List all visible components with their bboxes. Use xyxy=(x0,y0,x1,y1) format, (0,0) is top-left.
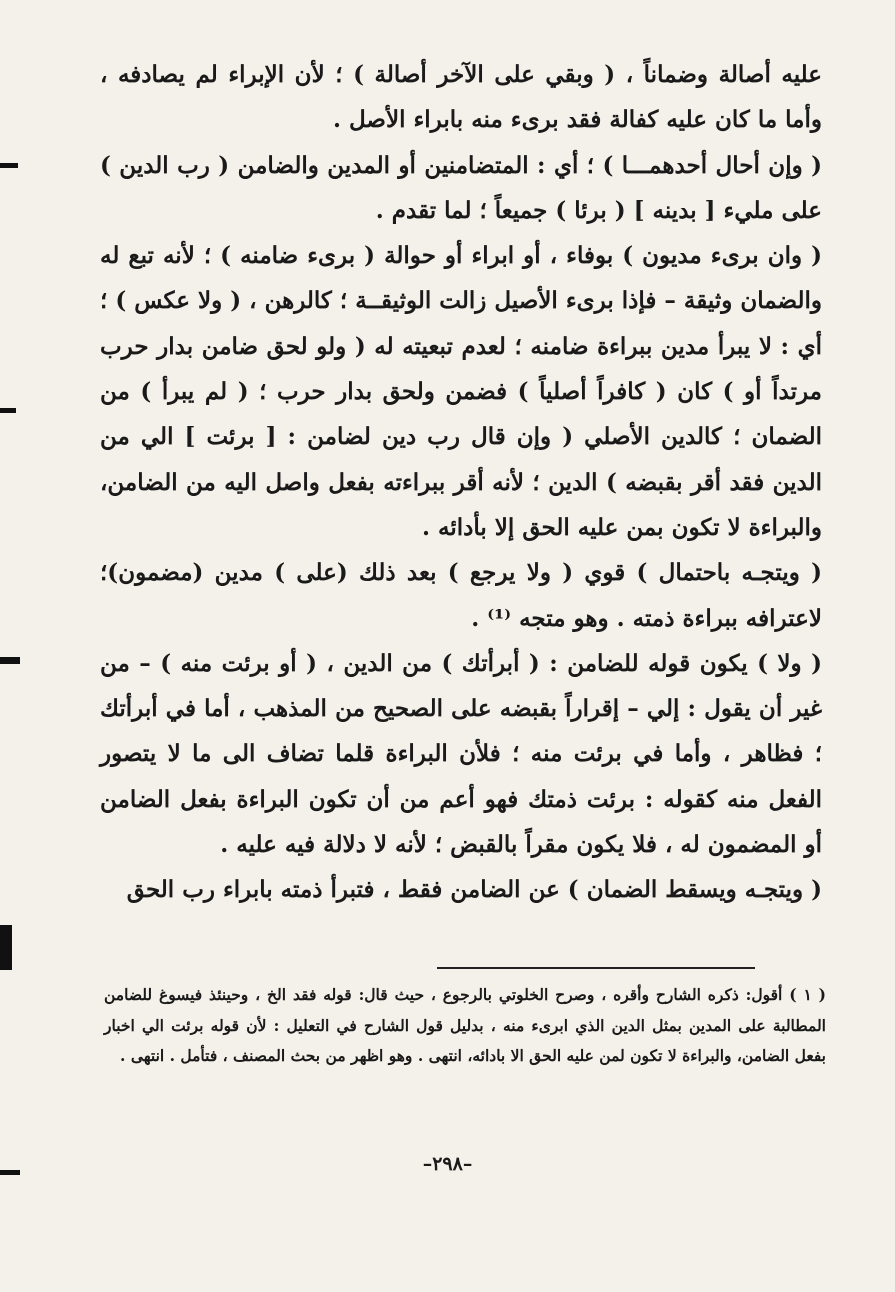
footnote-paragraph: ( ١ ) أقول: ذكره الشارح وأقره ، وصرح الخلوتي بالرجوع ، حيث قال: قوله فقد الخ ، وحينئذ فيسوغ للضامن المطالبة على المدين بمثل الدين الذي ابرىء منه ، بدليل قول الشارح في التعليل : لأن قوله برئت الي اخبار بفعل الضامن، والبراءة لا تكون لمن عليه الحق الا بادائه، انتهى . وهو اظهر من بحث المصنف ، فتأمل . انتهى . xyxy=(104,985,826,1065)
body-paragraph: ( ويتجـه باحتمال ) قوي ( ولا يرجع ) بعد ذلك (على ) مدين (مضمون)؛ لاعترافه ببراءة ذمته . وهو متجه ⁽¹⁾ . xyxy=(100,559,822,632)
footnote-separator xyxy=(437,967,755,969)
page-number: –٢٩٨– xyxy=(422,1153,473,1175)
body-paragraph: ( وإن أحال أحدهمـــا ) ؛ أي : المتضامنين أو المدين والضامن ( رب الدين ) على مليء [ بدينه ] ( برئا ) جميعاً ؛ لما تقدم . xyxy=(100,151,822,224)
main-text xyxy=(100,52,822,913)
body-paragraph: عليه أصالة وضماناً ، ( وبقي على الآخر أصالة ) ؛ لأن الإبراء لم يصادفه ، وأما ما كان عليه كفالة فقد برىء منه بابراء الأصل . xyxy=(100,61,822,134)
scan-edge-mark xyxy=(0,925,12,970)
scan-edge-mark xyxy=(0,163,18,168)
body-paragraph: ( ويتجـه ويسقط الضمان ) عن الضامن فقط ، فتبرأ ذمته بابراء رب الحق xyxy=(126,876,822,904)
body-paragraph: ( وان برىء مديون ) بوفاء ، أو ابراء أو حوالة ( برىء ضامنه ) ؛ لأنه تبع له والضمان وثيقة – فإذا برىء الأصيل زالت الوثيقــة ؛ كالرهن ، ( ولا عكس ) ؛ أي : لا يبرأ مدين ببراءة ضامنه ؛ لعدم تبعيته له ( ولو لحق ضامن بدار حرب مرتداً أو ) كان ( كافراً أصلياً ) فضمن ولحق بدار حرب ؛ ( لم يبرأ ) من الضمان ؛ كالدين الأصلي ( وإن قال رب دين لضامن : [ برئت ] الي من الدين فقد أقر بقبضه ) الدين ؛ لأنه أقر ببراءته بفعل واصل اليه من الضامن، والبراءة لا تكون بمن عليه الحق إلا بأدائه . xyxy=(100,242,822,541)
body-paragraph: ( ولا ) يكون قوله للضامن : ( أبرأتك ) من الدين ، ( أو برئت منه ) – من غير أن يقول : إلي – إقراراً بقبضه على الصحيح من المذهب ، أما في أبرأتك ؛ فظاهر ، وأما في برئت منه ؛ فلأن البراءة قلما تضاف الى ما لا يتصور الفعل منه كقوله : برئت ذمتك فهو أعم من أن تكون البراءة بفعل الضامن أو المضمون له ، فلا يكون مقراً بالقبض ؛ لأنه لا دلالة فيه عليه . xyxy=(100,649,822,859)
scan-edge-mark xyxy=(0,408,16,413)
footnote xyxy=(104,980,826,1072)
scan-edge-mark xyxy=(0,657,20,664)
